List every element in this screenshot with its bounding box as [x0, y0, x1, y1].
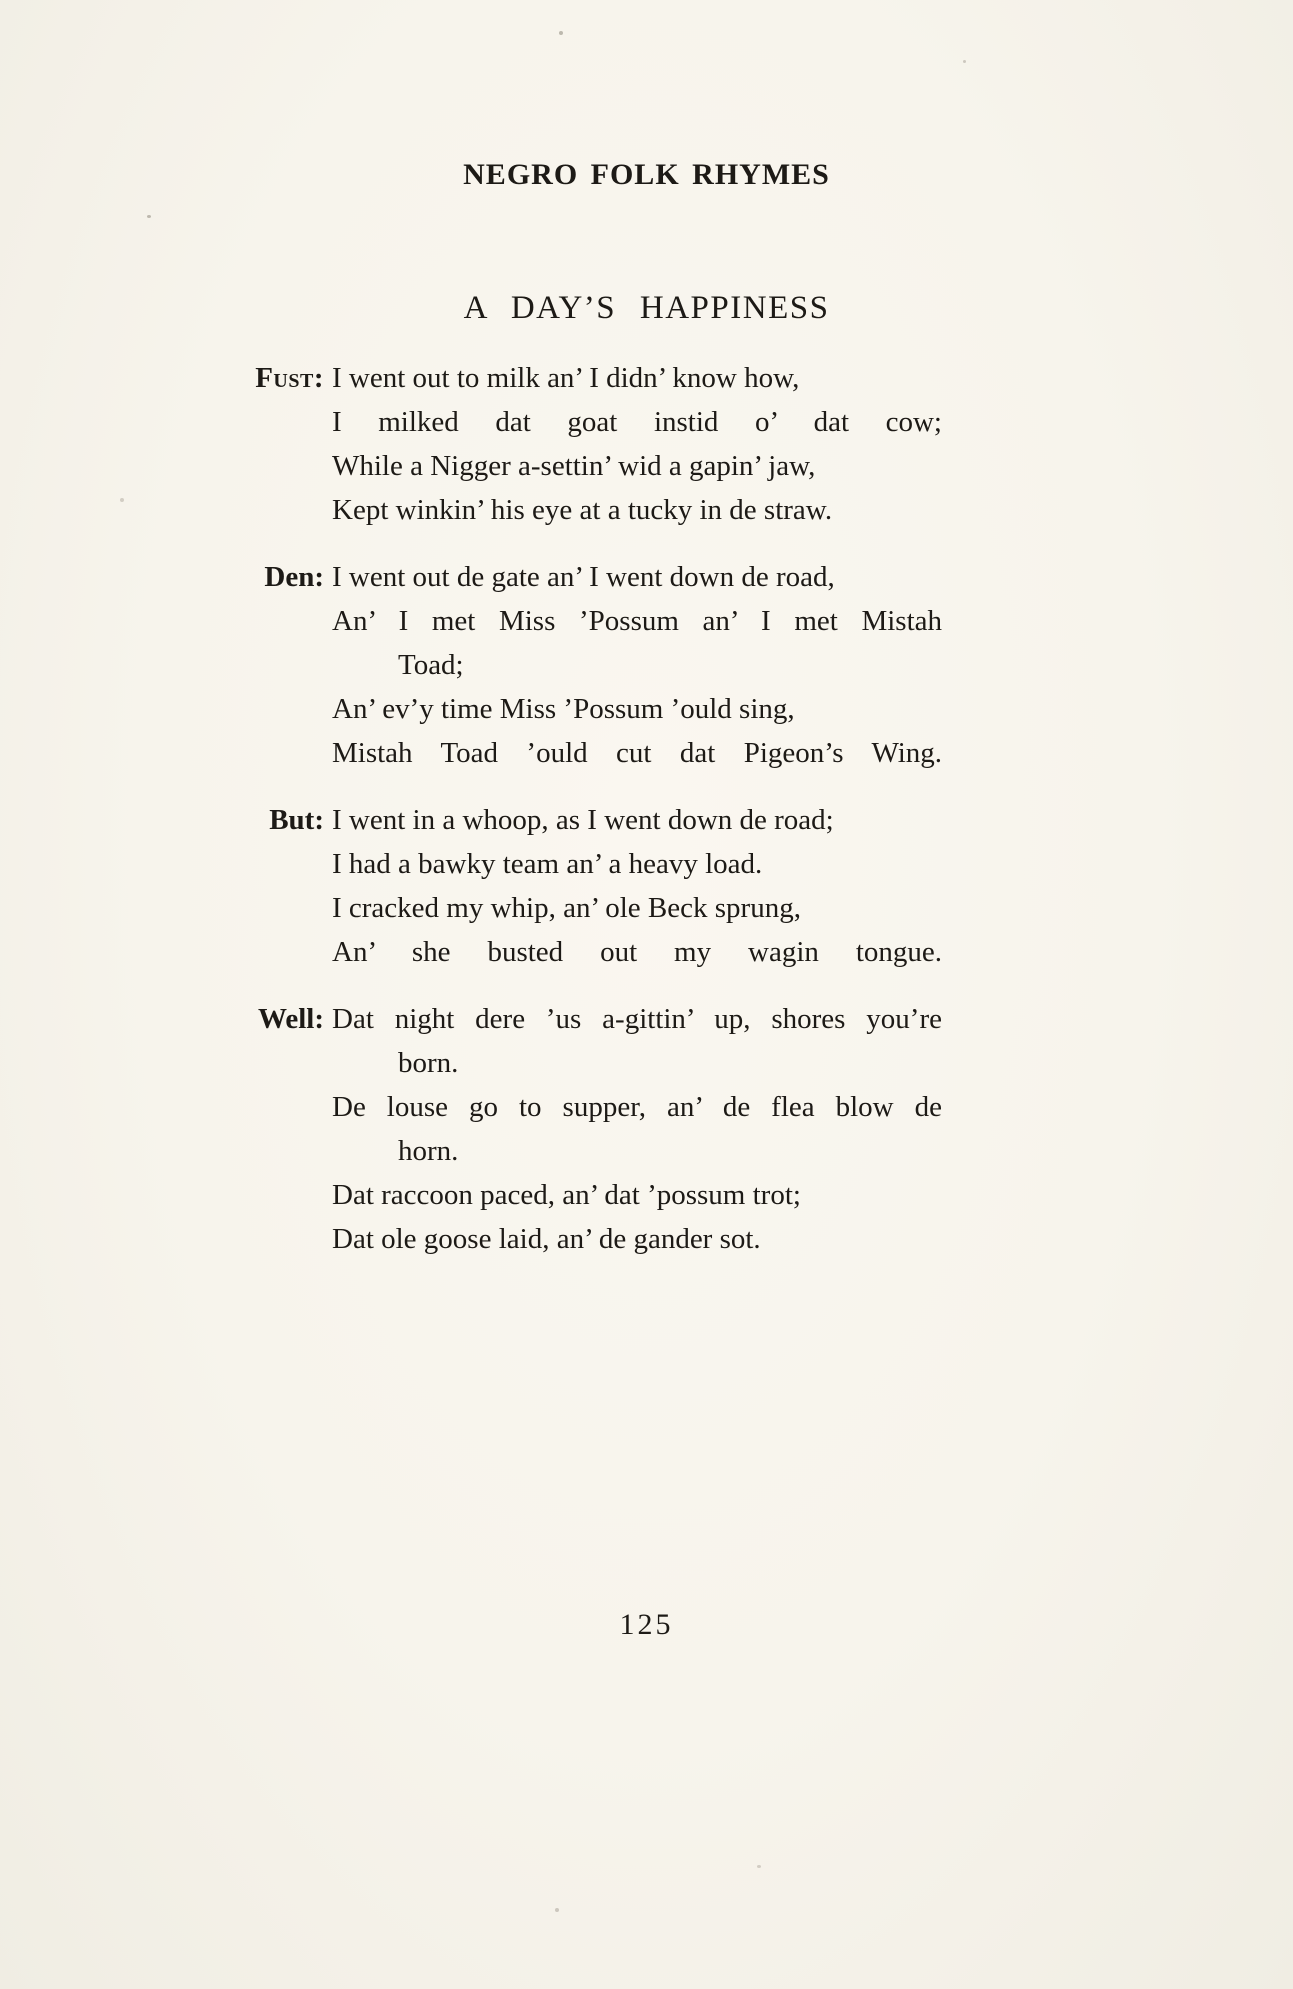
- poem-line: Dat raccoon paced, an’ dat ’possum trot;: [332, 1179, 801, 1211]
- poem-line: I cracked my whip, an’ ole Beck sprung,: [332, 892, 801, 924]
- stanza: [228, 356, 942, 532]
- poem-line: Mistah Toad ’ould cut dat Pigeon’s Wing.: [332, 737, 942, 769]
- poem-line: An’ she busted out my wagin tongue.: [332, 936, 942, 968]
- scan-speck: [963, 60, 966, 63]
- page-number: 125: [619, 1608, 674, 1641]
- stanza: [228, 997, 942, 1261]
- poem-line: An’ ev’y time Miss ’Possum ’ould sing,: [332, 693, 795, 725]
- poem-line: An’ I met Miss ’Possum an’ I met Mistah: [332, 605, 942, 637]
- stanza-label: But:: [269, 804, 324, 836]
- poem-title: A DAY’S HAPPINESS: [463, 290, 830, 326]
- poem-line: born.: [398, 1047, 459, 1079]
- poem: [228, 356, 942, 1284]
- scan-speck: [559, 31, 563, 35]
- poem-line: I went in a whoop, as I went down de road;: [332, 804, 834, 836]
- stanza: [228, 798, 942, 974]
- poem-line: I milked dat goat instid o’ dat cow;: [332, 406, 942, 438]
- poem-line: Dat night dere ’us a-gittin’ up, shores you’re: [332, 1003, 942, 1035]
- poem-line: I went out de gate an’ I went down de road,: [332, 561, 835, 593]
- poem-line: I went out to milk an’ I didn’ know how,: [332, 362, 800, 394]
- stanza-label: Fust:: [255, 362, 324, 394]
- poem-line: Kept winkin’ his eye at a tucky in de straw.: [332, 494, 833, 526]
- scan-speck: [120, 498, 124, 502]
- scan-speck: [555, 1908, 559, 1912]
- scan-speck: [757, 1865, 761, 1868]
- scan-speck: [147, 215, 151, 218]
- stanza-label: Well:: [257, 1003, 324, 1035]
- poem-line: horn.: [398, 1135, 459, 1167]
- poem-line: De louse go to supper, an’ de flea blow de: [332, 1091, 942, 1123]
- poem-line: While a Nigger a-settin’ wid a gapin’ jaw,: [332, 450, 816, 482]
- poem-line: Dat ole goose laid, an’ de gander sot.: [332, 1223, 761, 1255]
- poem-line: I had a bawky team an’ a heavy load.: [332, 848, 763, 880]
- stanza-label: Den:: [264, 561, 324, 593]
- running-header: NEGRO FOLK RHYMES: [463, 158, 830, 191]
- stanza: [228, 555, 942, 775]
- poem-line: Toad;: [398, 649, 464, 681]
